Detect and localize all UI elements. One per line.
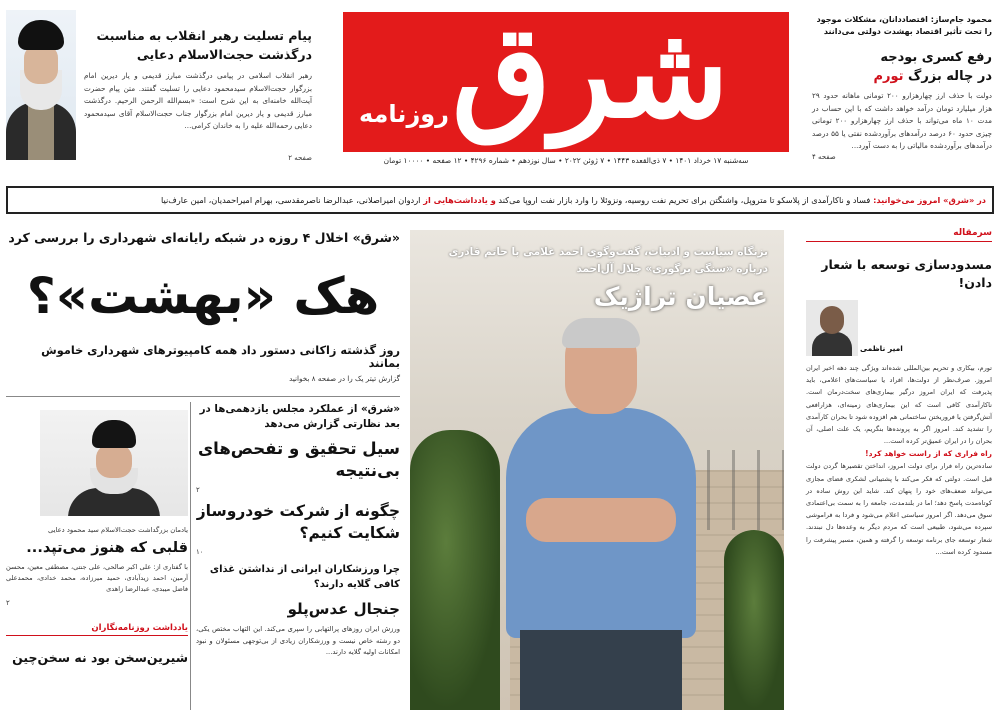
lentil-rice-title[interactable]: جنجال عدس‌پلو (287, 600, 400, 618)
cover-kicker: بزنگاه سیاست و ادبیات، گفت‌وگوی احمد غلامی با حاتم قادری درباره «سنگی برگوری» جلال آل‌احمد (448, 246, 768, 275)
hack-story-report[interactable]: گزارش تیتر یک را در صفحه ۸ بخوانید (289, 374, 400, 383)
leader-message-page[interactable]: صفحه ۲ (288, 154, 312, 162)
top-right-page[interactable]: صفحه ۴ (812, 153, 836, 161)
top-right-headline-line1: رفع کسری بودجه (880, 50, 992, 65)
editorial-section-label: سرمقاله (806, 228, 992, 242)
parliament-kicker: «شرق» از عملکرد مجلس یازدهمی‌ها در بعد نظارتی گزارش می‌دهد (199, 403, 400, 430)
teaser-lead: در «شرق» امروز می‌خوانید: (870, 195, 986, 205)
editorial-subhead: راه فراری که از راست خواهد کرد! (865, 449, 992, 459)
top-right-note: محمود جام‌ساز: اقتصاددانان، مشکلات موجود را تحت تأثیر اقتصاد بهشدت دولتی می‌دانند (816, 15, 992, 36)
car-complaint-page[interactable]: ۱۰ (196, 548, 204, 556)
editorial-title[interactable]: مسدودسازی توسعه با شعار دادن! (821, 257, 992, 290)
left-stories (6, 410, 188, 665)
parliament-title[interactable]: سیل تحقیق و تفحص‌های بی‌نتیجه (198, 439, 400, 480)
journalists-title[interactable]: شیرین‌سخن بود نه سخن‌چین (12, 650, 188, 665)
doaei-body: با گفتاری از: علی اکبر صالحی، علی جنتی، مصطفی معین، محسن آرمین، احمد زیدآبادی، حمید میرزاده، محمد خدادی، محمدعلی فاضل میبدی، عبدالرضا زاهدی (6, 563, 188, 593)
cover-title[interactable]: عصیان تراژیک (593, 282, 768, 311)
top-right-headline[interactable] (812, 48, 992, 86)
author-name: امیر ناظمی (860, 344, 903, 353)
editorial-body-1: تورم، بیکاری و تحریم بین‌المللی شده‌اند ویژگی چند دهه اخیر ایران امروز. صرف‌نظر از دولت‌ها، افراد یا سیاست‌های اعلامی، باید پذیرفت که ایران امروز درگیر بیماری‌های سخت‌درمان است. ناکارآمدی کافی است که این بیماری‌های زمینه‌ای، هزارافعی آتش‌گرفتن یا فروریختن ساختمانی هم افزوده شود تا بحران کارآمدی را تشدید کند. امروز اگر به پرونده‌ها بنگریم، یک علت اصلی، آن بحران را در ایران عمیق‌تر کرده است... (806, 364, 992, 446)
doaei-photo[interactable] (40, 410, 188, 516)
inflation-word: تورم (873, 69, 904, 84)
teaser-and: و یادداشت‌هایی از (420, 195, 496, 205)
top-right-body: دولت با حذف ارز چهارهزارو ۲۰۰ تومانی ماهانه حدود ۲۹ هزار میلیارد تومان درآمد خواهد داشت که با این حساب در مدت ۱۰ ماه می‌تواند با حذف ارز چهارهزارو ۲۰۰ تومانی چیزی حدود ۶۰ درصد درآمدهای برآوردشده نفتی یا ۵۵ درصد درآمدهای برآوردشده مالیاتی را به دست آورد... (812, 91, 992, 150)
car-complaint-title[interactable]: چگونه از شرکت خودروساز شکایت کنیم؟ (196, 502, 400, 542)
divider (190, 402, 191, 710)
leader-message-headline[interactable]: پیام تسلیت رهبر انقلاب به مناسبت درگذشت حجت‌الاسلام دعایی (96, 28, 312, 62)
teaser-items-a[interactable]: فساد و ناکارآمدی از پلاسکو تا متروپل، واشنگتن برای تحریم نفت روسیه، ونزوئلا را وارد بازار نفت اروپا می‌کند (495, 195, 871, 205)
leader-portrait-image (6, 10, 76, 160)
editorial-author (806, 300, 992, 362)
cover-photo[interactable] (410, 230, 784, 710)
today-teaser-bar (6, 186, 994, 214)
athletes-kicker: چرا ورزشکاران ایرانی از نداشتن غذای کافی گلایه دارند؟ (209, 564, 400, 590)
middle-stories (196, 402, 400, 659)
editorial-column (806, 228, 992, 710)
teaser-items-b[interactable]: اردوان امیراصلانی، عبدالرضا ناصرمقدسی، بهرام امیراحمدیان، امین عارف‌نیا (161, 195, 421, 205)
hack-story-title[interactable]: هک «بهشت»؟ (26, 267, 380, 325)
lentil-rice-body: ورزش ایران روزهای پرالتهابی را سپری می‌کند. این التهاب مختص یکی، دو رشته خاص نیست و ورزشکاران زیادی از بی‌توجهی مسئولان و نبود امکانات اولیه گلایه دارند... (196, 625, 400, 656)
logo-main-text: شرق (451, 0, 729, 147)
doaei-page[interactable]: ۲ (6, 599, 10, 607)
logo-sub-text: روزنامه (359, 100, 449, 128)
dateline: سه‌شنبه ۱۷ خرداد ۱۴۰۱ • ۷ ذی‌القعده ۱۴۴۳ • ۷ ژوئن ۲۰۲۲ • سال نوزدهم • شماره ۴۲۹۶ • ۱۲ صفحه • ۱۰۰۰۰ تومان (383, 156, 749, 165)
divider (6, 396, 400, 397)
hack-story-subtitle: روز گذشته زاکانی دستور داد همه کامپیوترهای شهرداری خاموش بمانند (41, 344, 400, 370)
doaei-caption: یادمان بزرگداشت حجت‌الاسلام سید محمود دعایی (48, 526, 188, 534)
top-right-headline-line2: در چاله بزرگ تورم (873, 69, 992, 84)
hack-story-kicker: «شرق» اخلال ۴ روزه در شبکه رایانه‌ای شهرداری را بررسی کرد (8, 230, 400, 245)
newspaper-logo (343, 0, 789, 152)
editorial-body-2: ساده‌ترین راه فرار برای دولت امروز، انداختن تقصیرها گردن دولت قبل است. دولتی که فکر می‌کند با پشتیبانی لشکری فضای مجازی می‌تواند ضعف‌های خود را پنهان کند. شاید این روش ساده در کوتاه‌مدت پاسخ دهد؛ اما در بلندمدت، جامعه را به سمت بی‌اعتمادی سوق می‌دهد. اگر امروز سیاستی اعلام می‌شود و فردا به فراموشی سپرده می‌شود، طبیعی است که مردم دیگر به وعده‌ها دل نبندند. شعار توسعه جای برنامه توسعه را گرفته و همین، مسیر پیشرفت را مسدود کرده است... (806, 462, 992, 556)
parliament-page[interactable]: ۲ (196, 486, 200, 494)
journalists-section: یادداشت روزنامه‌نگاران (6, 623, 188, 636)
leader-message-body: رهبر انقلاب اسلامی در پیامی درگذشت مبارز قدیمی و یار دیرین امام بزرگوار حجت‌الاسلام سیدمحمود دعایی را تسلیت گفتند. متن پیام حضرت آیت‌الله خامنه‌ای به این شرح است: «بسم‌الله الرحمن الرحیم. درگذشت مبارز قدیمی و یار دیرین امام بزرگوار جناب حجت‌الاسلام آقای سیدمحمود دعایی رحمه‌الله علیه را به خاندان کرامی... (84, 71, 312, 130)
author-photo (806, 300, 858, 356)
doaei-title[interactable]: قلبی که هنوز می‌تپد... (26, 540, 188, 556)
